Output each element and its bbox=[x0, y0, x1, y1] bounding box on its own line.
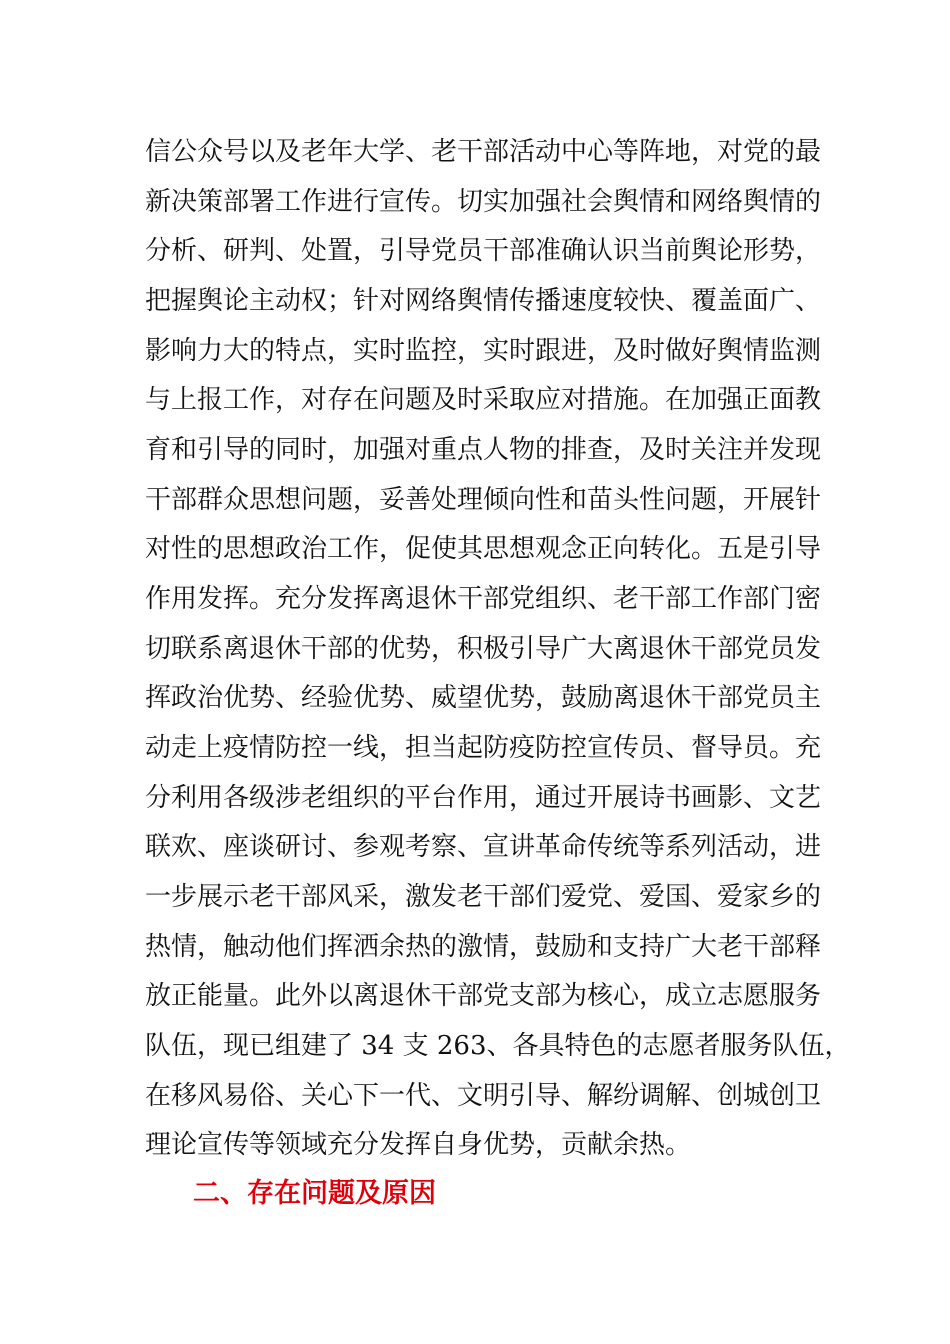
body-text-line-19: 队伍，现已组建了 34 支 263、各具特色的志愿者服务队伍， bbox=[145, 1031, 851, 1061]
body-text-line-21: 理论宣传等领域充分发挥自身优势，贡献余热。 bbox=[145, 1130, 692, 1160]
body-text-line-8: 干部群众思想问题，妥善处理倾向性和苗头性问题，开展针 bbox=[145, 485, 822, 515]
body-text-line-11: 切联系离退休干部的优势，积极引导广大离退休干部党员发 bbox=[145, 634, 822, 664]
section-heading: 二、存在问题及原因 bbox=[193, 1178, 436, 1209]
body-text-line-20: 在移风易俗、关心下一代、文明引导、解纷调解、创城创卫 bbox=[145, 1081, 822, 1111]
body-text-line-15: 联欢、座谈研讨、参观考察、宣讲革命传统等系列活动，进 bbox=[145, 832, 822, 862]
body-text-line-9: 对性的思想政治工作，促使其思想观念正向转化。五是引导 bbox=[145, 534, 822, 564]
body-text-line-6: 与上报工作，对存在问题及时采取应对措施。在加强正面教 bbox=[145, 385, 822, 415]
body-text-line-7: 育和引导的同时，加强对重点人物的排查，及时关注并发现 bbox=[145, 435, 822, 465]
body-text-line-2: 新决策部署工作进行宣传。切实加强社会舆情和网络舆情的 bbox=[145, 187, 822, 217]
body-text-line-4: 把握舆论主动权；针对网络舆情传播速度较快、覆盖面广、 bbox=[145, 286, 822, 316]
body-text-line-16: 一步展示老干部风采，激发老干部们爱党、爱国、爱家乡的 bbox=[145, 882, 822, 912]
body-text-line-17: 热情，触动他们挥洒余热的激情，鼓励和支持广大老干部释 bbox=[145, 932, 822, 962]
body-text-line-3: 分析、研判、处置，引导党员干部准确认识当前舆论形势， bbox=[145, 236, 822, 266]
body-text-line-13: 动走上疫情防控一线，担当起防疫防控宣传员、督导员。充 bbox=[145, 733, 822, 763]
body-text-line-10: 作用发挥。充分发挥离退休干部党组织、老干部工作部门密 bbox=[145, 584, 822, 614]
body-text-line-14: 分利用各级涉老组织的平台作用，通过开展诗书画影、文艺 bbox=[145, 783, 822, 813]
body-text-line-1: 信公众号以及老年大学、老干部活动中心等阵地，对党的最 bbox=[145, 137, 822, 167]
body-text-line-12: 挥政治优势、经验优势、威望优势，鼓励离退休干部党员主 bbox=[145, 683, 822, 713]
body-text-line-18: 放正能量。此外以离退休干部党支部为核心，成立志愿服务 bbox=[145, 981, 822, 1011]
body-text-line-5: 影响力大的特点，实时监控，实时跟进，及时做好舆情监测 bbox=[145, 336, 822, 366]
